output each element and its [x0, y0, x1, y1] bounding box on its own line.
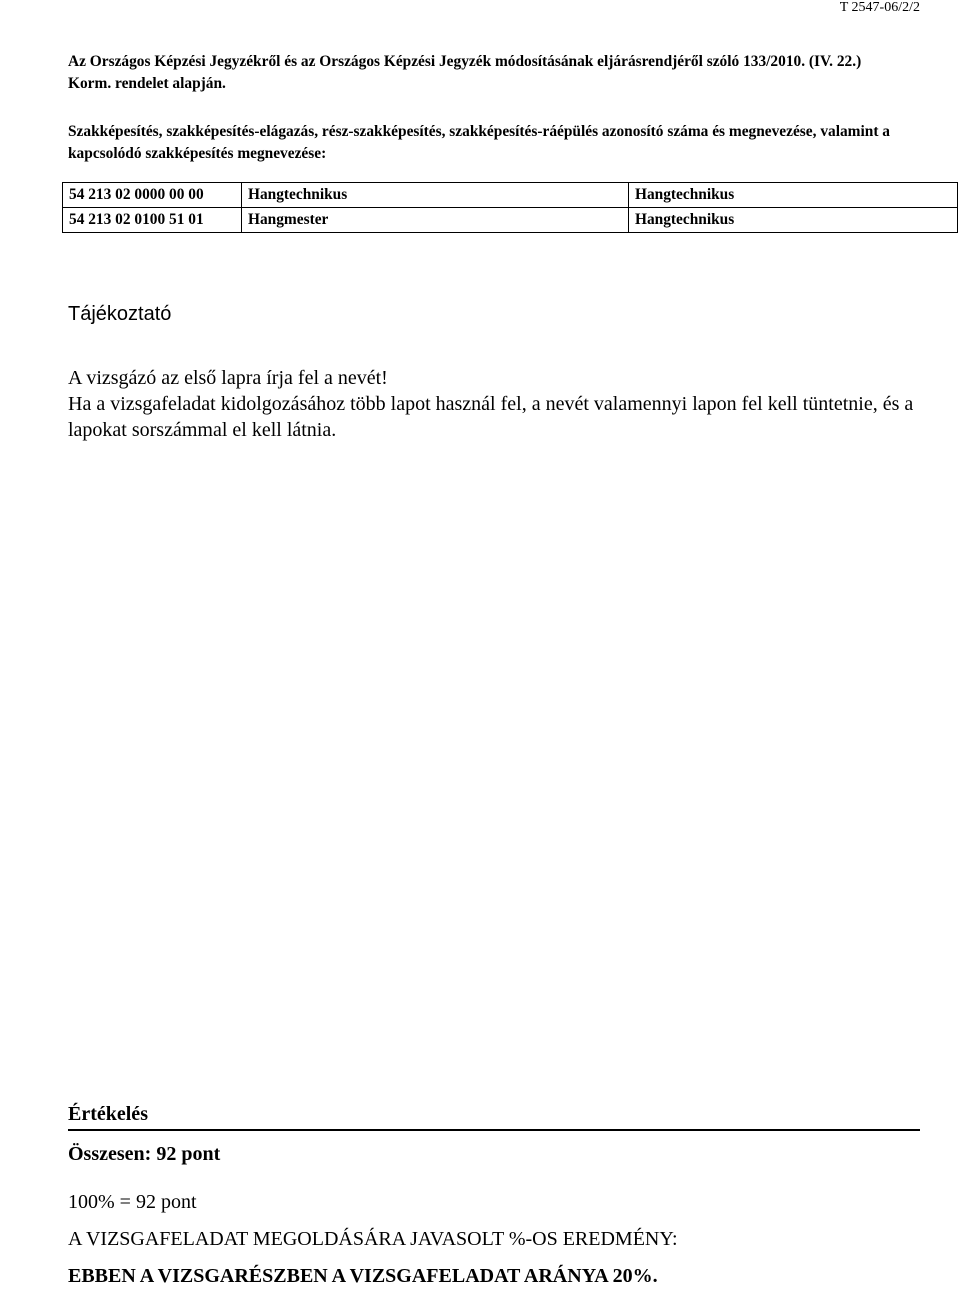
info-heading: Tájékoztató: [68, 303, 172, 325]
related-qualification-cell: Hangtechnikus: [629, 208, 958, 233]
info-body: [68, 365, 928, 443]
qualification-table: [62, 182, 958, 233]
table-row: [63, 183, 958, 208]
table-row: [63, 208, 958, 233]
info-line: A vizsgázó az első lapra írja fel a nevét!: [68, 367, 388, 389]
page-code: T 2547-06/2/2: [839, 0, 920, 15]
suggested-result-label: A VIZSGAFELADAT MEGOLDÁSÁRA JAVASOLT %-OS EREDMÉNY:: [68, 1228, 678, 1250]
related-qualification-cell: Hangtechnikus: [629, 183, 958, 208]
qualification-name-cell: Hangtechnikus: [242, 183, 629, 208]
evaluation-heading: Értékelés: [68, 1101, 920, 1131]
qualification-intro-text: Szakképesítés, szakképesítés-elágazás, rész-szakképesítés, szakképesítés-ráépülés azonosító száma és megnevezése, valamint a kapcsolódó szakképesítés megnevezése:: [68, 123, 891, 162]
info-line: Ha a vizsgafeladat kidolgozásához több lapot használ fel, a nevét valamennyi lapon fel kell tüntetnie, és a lapokat sorszámmal el kell látnia.: [68, 393, 914, 441]
qualification-code-cell: 54 213 02 0000 00 00: [63, 183, 242, 208]
exam-part-ratio: EBBEN A VIZSGARÉSZBEN A VIZSGAFELADAT ARÁNYA 20%.: [68, 1265, 658, 1287]
evaluation-total: Összesen: 92 pont: [68, 1143, 221, 1165]
qualification-code-cell: 54 213 02 0100 51 01: [63, 208, 242, 233]
legal-basis-text: Az Országos Képzési Jegyzékről és az Országos Képzési Jegyzék módosításának eljárásrendjéről szóló 133/2010. (IV. 22.) Korm. rendelet alapján.: [68, 53, 862, 92]
evaluation-percent: 100% = 92 pont: [68, 1191, 197, 1213]
qualification-name-cell: Hangmester: [242, 208, 629, 233]
